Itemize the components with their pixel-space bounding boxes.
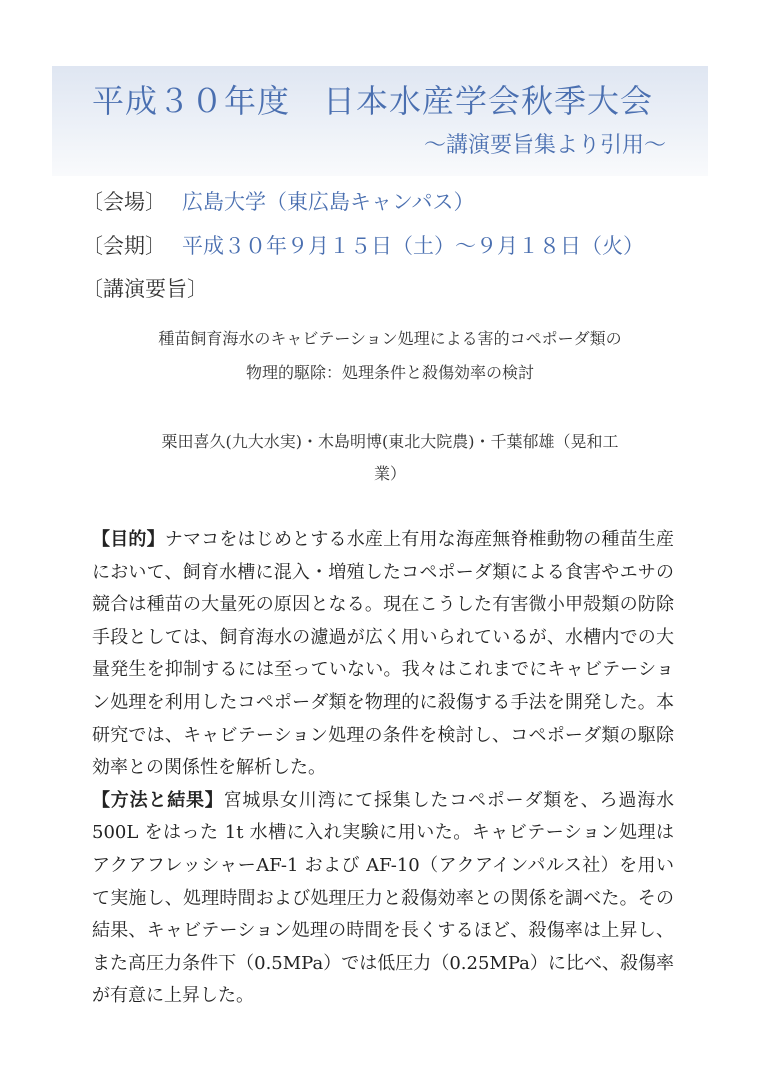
lecture-title: [72, 322, 708, 390]
methods-heading: 【方法と結果】: [92, 789, 224, 811]
methods-paragraph: [92, 785, 674, 1013]
purpose-heading: 【目的】: [92, 529, 165, 550]
lecture-authors: [72, 426, 708, 490]
authors-line: 栗田喜久(九大水実)・木島明博(東北大院農)・千葉郁雄（晃和工: [161, 432, 619, 451]
abstract-label: 〔講演要旨〕: [82, 277, 208, 301]
conference-title: 平成３０年度 日本水産学会秋季大会: [92, 82, 654, 120]
abstract-body: [92, 524, 674, 1013]
methods-text: 宮城県女川湾にて採集したコペポーダ類を、ろ過海水 500L をはった 1t 水槽に入れ実験に用いた。キャビテーション処理はアクアフレッシャーAF-1 および AF-10（アクアインパルス社）を用いて実施し、処理時間および処理圧力と殺傷効率との関係を調べた。その結果、キャビテーション処理の時間を長くするほど、殺傷率は上昇し、また高圧力条件下（0.5MPa）では低圧力（0.25MPa）に比べ、殺傷率が有意に上昇した。: [92, 789, 675, 1007]
period-label: 〔会期〕: [82, 234, 166, 258]
authors-line: 業）: [373, 464, 406, 483]
venue-value: 広島大学（東広島キャンパス）: [182, 190, 475, 214]
venue-row: [82, 186, 475, 216]
abstract-row: [82, 273, 208, 303]
period-value: 平成３０年９月１５日（土）～９月１８日（火）: [182, 234, 644, 258]
purpose-text: ナマコをはじめとする水産上有用な海産無脊椎動物の種苗生産において、飼育水槽に混入・増殖したコペポーダ類による食害やエサの競合は種苗の大量死の原因となる。現在こうした有害微小甲殻類の防除手段としては、飼育海水の濾過が広く用いられているが、水槽内での大量発生を抑制するには至っていない。我々はこれまでにキャビテーション処理を利用したコペポーダ類を物理的に殺傷する手法を開発した。本研究では、キャビテーション処理の条件を検討し、コペポーダ類の駆除効率との関係性を解析した。: [92, 529, 675, 779]
purpose-paragraph: [92, 524, 674, 785]
period-row: [82, 230, 644, 260]
conference-subtitle: ～講演要旨集より引用～: [423, 133, 666, 158]
lecture-title-line: 種苗飼育海水のキャビテーション処理による害的コペポーダ類の: [158, 329, 622, 348]
venue-label: 〔会場〕: [82, 190, 166, 214]
lecture-title-line: 物理的駆除：処理条件と殺傷効率の検討: [245, 363, 534, 382]
